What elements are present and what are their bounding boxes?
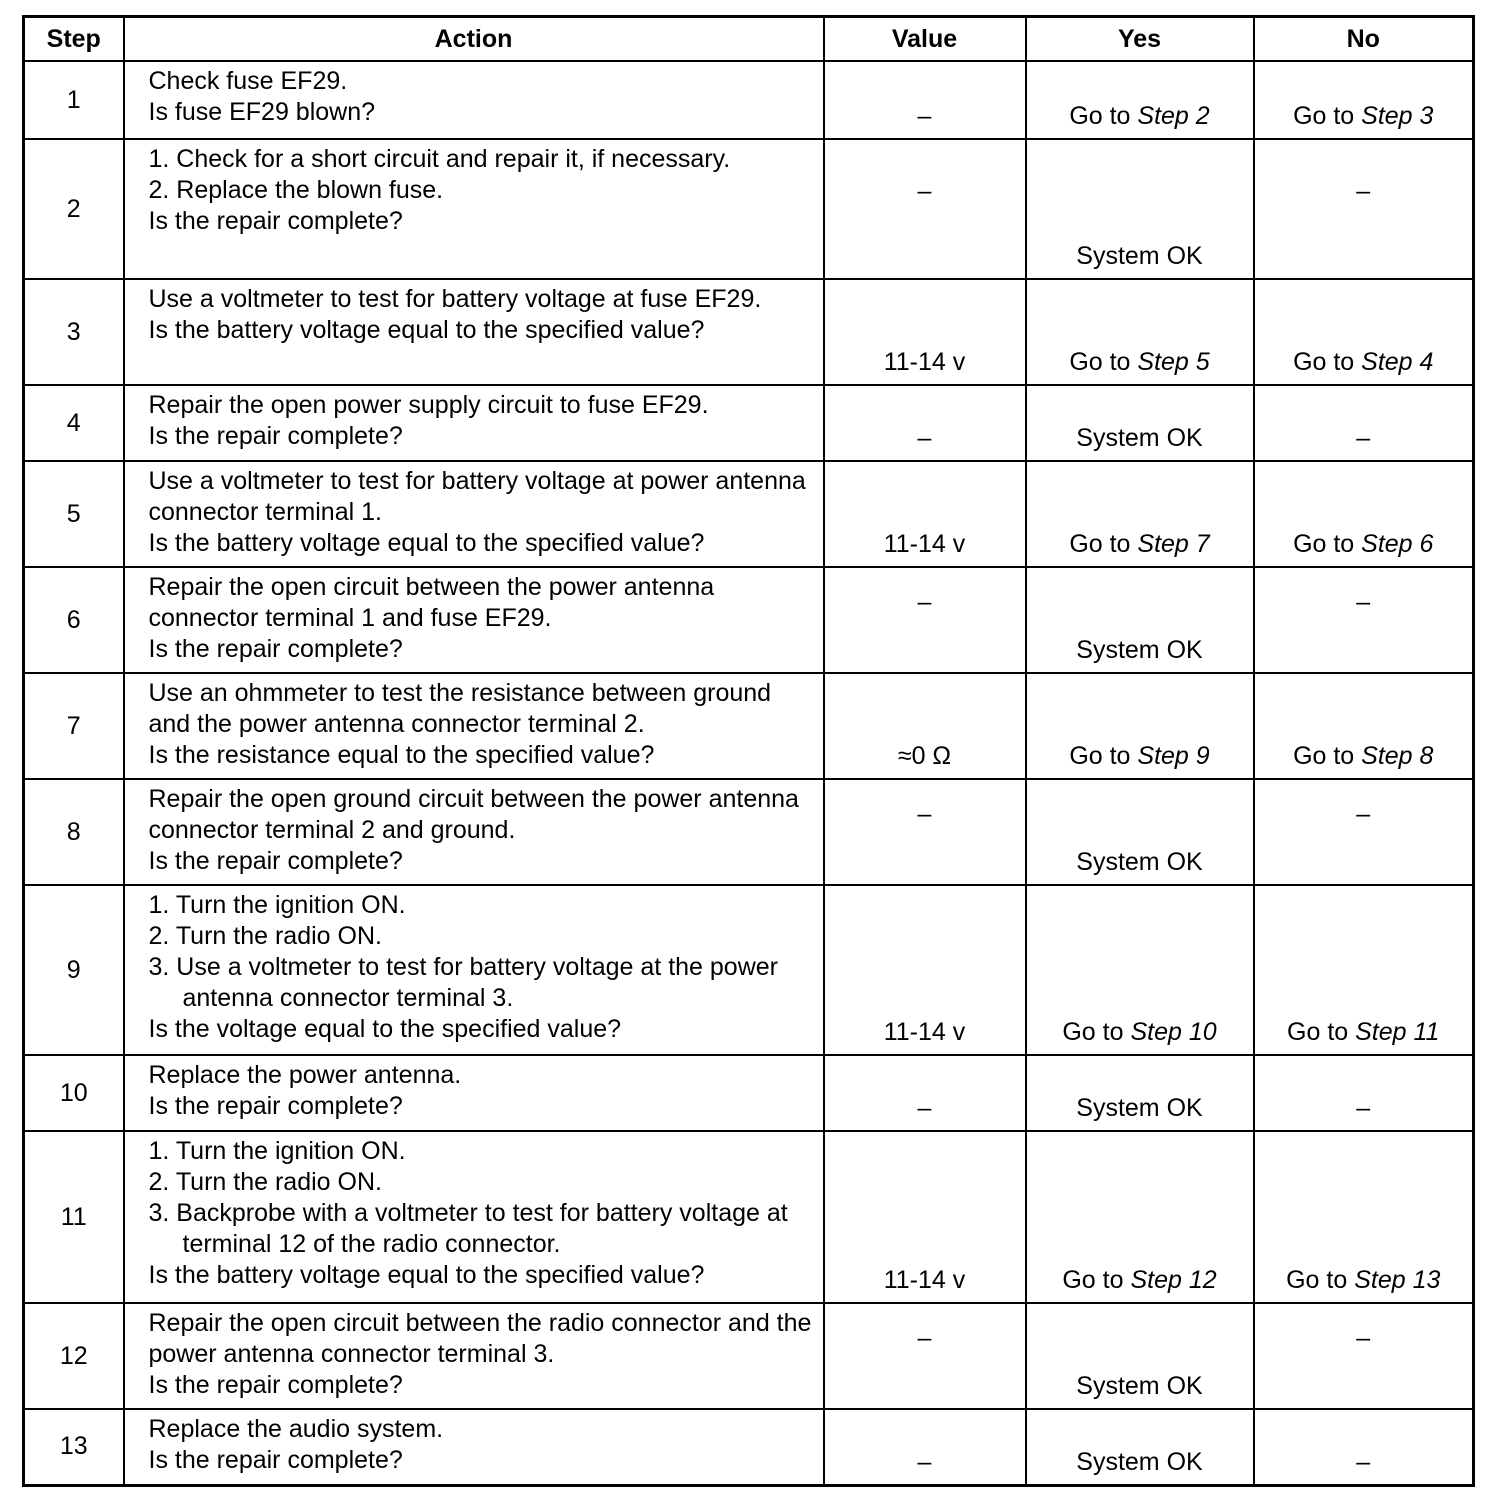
action-line: Repair the open ground circuit between the power antenna connector terminal 2 and ground. [148,785,799,844]
no-cell [1254,673,1474,779]
table-row [24,279,1474,385]
yes-text: System OK [1076,242,1203,270]
action-line: 3. Backprobe with a voltmeter to test for battery voltage at terminal 12 of the radio connector. [148,1199,788,1258]
header-action: Action [124,17,824,62]
yes-cell [1026,1131,1254,1303]
action-cell [124,567,824,673]
value-cell: – [824,1409,1026,1485]
yes-text: Go to [1069,102,1138,130]
action-line: Replace the power antenna. [148,1061,462,1089]
yes-text: Go to [1069,348,1138,376]
no-cell [1254,1055,1474,1131]
table-row [24,779,1474,885]
no-step-ref: Step 11 [1355,1018,1440,1046]
action-line: Is the battery voltage equal to the specified value? [148,529,705,557]
no-step-ref: Step 8 [1361,742,1434,770]
action-line: Is the repair complete? [148,847,403,875]
action-cell [124,673,824,779]
no-cell [1254,1131,1474,1303]
step-number: 1 [24,61,124,139]
step-number: 8 [24,779,124,885]
no-cell [1254,139,1474,279]
no-cell [1254,61,1474,139]
step-number: 4 [24,385,124,461]
table-row [24,1409,1474,1485]
yes-cell [1026,61,1254,139]
no-text: – [1356,799,1371,828]
yes-text: System OK [1076,1372,1203,1400]
value-cell: – [824,1055,1026,1131]
no-text: – [1356,1323,1371,1352]
step-number: 13 [24,1409,124,1485]
no-cell [1254,885,1474,1055]
table-row [24,885,1474,1055]
no-cell [1254,461,1474,567]
action-line: 2. Turn the radio ON. [148,1168,382,1196]
step-number: 7 [24,673,124,779]
action-line: Is the voltage equal to the specified value? [148,1015,622,1043]
action-line: 1. Turn the ignition ON. [148,891,406,919]
yes-step-ref: Step 10 [1130,1018,1217,1046]
action-line: Is the repair complete? [148,1446,403,1474]
no-text: – [1356,424,1371,452]
action-cell [124,385,824,461]
no-text: – [1356,1447,1371,1476]
step-number: 9 [24,885,124,1055]
no-text: – [1356,1094,1371,1122]
action-line: Is the repair complete? [148,1092,403,1120]
yes-cell [1026,139,1254,279]
action-line: 3. Use a voltmeter to test for battery voltage at the power antenna connector terminal 3. [148,953,778,1012]
action-cell [124,885,824,1055]
table-row [24,567,1474,673]
yes-cell [1026,885,1254,1055]
yes-step-ref: Step 5 [1137,348,1210,376]
value-cell: 11-14 v [824,461,1026,567]
no-cell [1254,567,1474,673]
no-cell [1254,779,1474,885]
action-cell [124,779,824,885]
value-cell: 11-14 v [824,1131,1026,1303]
table-header-row [24,17,1474,62]
action-line: Is the battery voltage equal to the specified value? [148,1261,705,1289]
action-line: 1. Check for a short circuit and repair it, if necessary. [148,145,731,173]
step-number: 3 [24,279,124,385]
step-number: 10 [24,1055,124,1131]
no-text: Go to [1293,742,1362,770]
no-step-ref: Step 13 [1354,1266,1441,1294]
action-cell [124,1055,824,1131]
yes-text: Go to [1062,1266,1131,1294]
action-line: Use an ohmmeter to test the resistance between ground and the power antenna connector terminal 2. [148,679,772,738]
action-line: 1. Turn the ignition ON. [148,1137,406,1165]
step-number: 2 [24,139,124,279]
yes-cell [1026,1303,1254,1409]
yes-cell [1026,567,1254,673]
yes-text: Go to [1069,742,1138,770]
value-cell: ≈0 Ω [824,673,1026,779]
yes-text: Go to [1069,530,1138,558]
yes-cell [1026,461,1254,567]
table-row [24,139,1474,279]
value-cell: 11-14 v [824,885,1026,1055]
action-cell [124,461,824,567]
table-row [24,385,1474,461]
yes-text: System OK [1076,424,1203,452]
yes-text: System OK [1076,1094,1203,1122]
header-step: Step [24,17,124,62]
action-line: Use a voltmeter to test for battery voltage at fuse EF29. [148,285,762,313]
yes-step-ref: Step 12 [1130,1266,1217,1294]
yes-cell [1026,1055,1254,1131]
value-cell: – [824,1303,1026,1409]
value-cell: – [824,61,1026,139]
no-step-ref: Step 3 [1361,102,1434,130]
yes-text: Go to [1062,1018,1131,1046]
table-row [24,1131,1474,1303]
action-line: Is the repair complete? [148,422,403,450]
no-text: – [1356,587,1371,616]
no-step-ref: Step 4 [1361,348,1434,376]
value-cell: 11-14 v [824,279,1026,385]
no-cell [1254,1303,1474,1409]
step-number: 12 [24,1303,124,1409]
yes-step-ref: Step 9 [1137,742,1210,770]
action-cell [124,1303,824,1409]
no-text: Go to [1293,530,1362,558]
no-cell [1254,385,1474,461]
action-line: Repair the open circuit between the power antenna connector terminal 1 and fuse EF29. [148,573,715,632]
value-cell: – [824,779,1026,885]
yes-cell [1026,279,1254,385]
diagnostic-table-sheet [22,15,1472,1487]
action-cell [124,1409,824,1485]
action-line: Check fuse EF29. [148,67,348,95]
table-row [24,461,1474,567]
yes-text: System OK [1076,1447,1203,1476]
no-text: Go to [1293,348,1362,376]
table-body [24,61,1474,1485]
no-text: Go to [1287,1018,1356,1046]
header-value: Value [824,17,1026,62]
yes-step-ref: Step 2 [1137,102,1210,130]
header-yes: Yes [1026,17,1254,62]
action-cell [124,279,824,385]
yes-cell [1026,673,1254,779]
table-row [24,673,1474,779]
action-line: Repair the open circuit between the radio connector and the power antenna connector terminal 3. [148,1309,812,1368]
yes-step-ref: Step 7 [1137,530,1210,558]
action-line: Use a voltmeter to test for battery voltage at power antenna connector terminal 1. [148,467,806,526]
action-line: Is the repair complete? [148,635,403,663]
no-cell [1254,279,1474,385]
yes-cell [1026,385,1254,461]
yes-text: System OK [1076,848,1203,876]
action-line: Repair the open power supply circuit to fuse EF29. [148,391,709,419]
action-line: Replace the audio system. [148,1415,444,1443]
action-cell [124,139,824,279]
table-row [24,1303,1474,1409]
action-line: Is the repair complete? [148,1371,403,1399]
no-step-ref: Step 6 [1361,530,1434,558]
action-line: Is the repair complete? [148,207,403,235]
no-text: – [1356,176,1371,205]
yes-cell [1026,1409,1254,1485]
step-number: 11 [24,1131,124,1303]
value-cell: – [824,385,1026,461]
diagnostic-table [22,15,1475,1487]
action-line: Is the battery voltage equal to the specified value? [148,316,705,344]
action-line: Is fuse EF29 blown? [148,98,376,126]
no-text: Go to [1286,1266,1355,1294]
action-line: Is the resistance equal to the specified value? [148,741,655,769]
action-line: 2. Replace the blown fuse. [148,176,444,204]
action-cell [124,61,824,139]
no-cell [1254,1409,1474,1485]
table-row [24,1055,1474,1131]
yes-cell [1026,779,1254,885]
action-cell [124,1131,824,1303]
header-no: No [1254,17,1474,62]
table-row [24,61,1474,139]
value-cell: – [824,139,1026,279]
value-cell: – [824,567,1026,673]
step-number: 5 [24,461,124,567]
step-number: 6 [24,567,124,673]
action-line: 2. Turn the radio ON. [148,922,382,950]
no-text: Go to [1293,102,1362,130]
yes-text: System OK [1076,636,1203,664]
